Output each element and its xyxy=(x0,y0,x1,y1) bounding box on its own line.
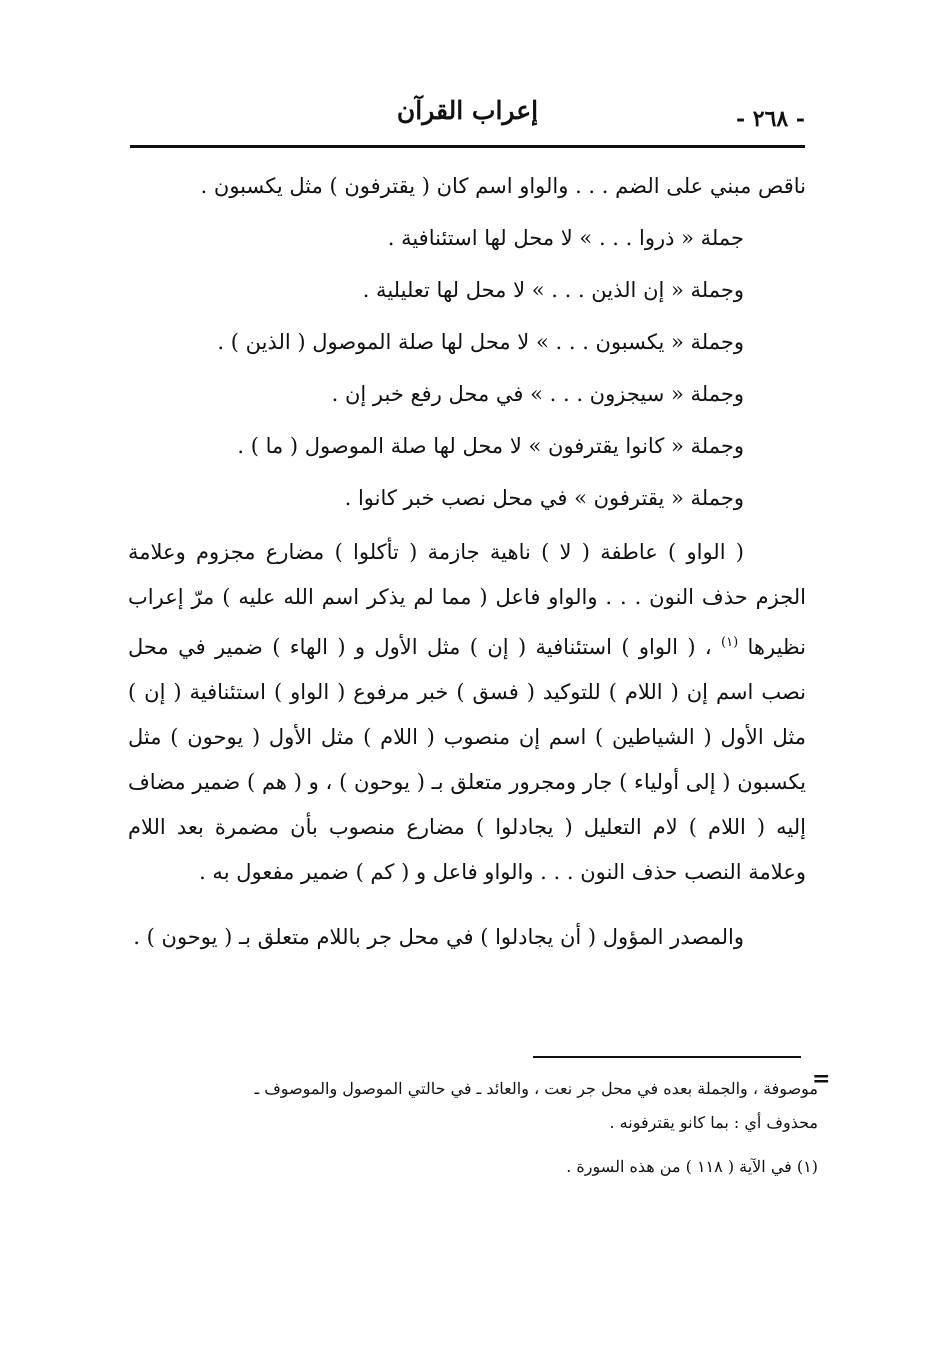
book-title: إعراب القرآن xyxy=(396,96,539,125)
text-line: وجملة « سيجزون . . . » في محل رفع خبر إن . xyxy=(331,382,744,406)
text-line: وجملة « يكسبون . . . » لا محل لها صلة الموصول ( الذين ) . xyxy=(217,330,744,354)
page-number: - ٢٦٨ - xyxy=(735,106,805,132)
main-text xyxy=(128,160,806,961)
footnote-rule xyxy=(533,1056,801,1058)
paragraph xyxy=(128,530,806,895)
paragraph-text: والمصدر المؤول ( أن يجادلوا ) في محل جر باللام متعلق بـ ( يوحون ) . xyxy=(133,925,744,949)
page-header xyxy=(130,96,805,136)
footnote-1: (١) في الآية ( ١١٨ ) من هذه السورة . xyxy=(566,1157,818,1176)
text-line: وجملة « كانوا يقترفون » لا محل لها صلة الموصول ( ما ) . xyxy=(237,434,744,458)
text-line: جملة « ذروا . . . » لا محل لها استئنافية . xyxy=(387,226,744,250)
text-line: وجملة « يقترفون » في محل نصب خبر كانوا . xyxy=(344,486,744,510)
footnotes xyxy=(128,1072,818,1184)
paragraph-text-after-ref: ، ( الواو ) استئنافية ( إن ) مثل الأول و ( الهاء ) ضمير في محل نصب اسم إن ( اللام ) للتوكيد ( فسق ) خبر مرفوع ( الواو ) استئنافية ( إن ) مثل الأول ( الشياطين ) اسم إن منصوب ( اللام ) مثل الأول ( يوحون ) مثل يكسبون ( إلى أولياء ) جار ومجرور متعلق بـ ( يوحون ) ، و ( هم ) ضمير مضاف إليه ( اللام ) لام التعليل ( يجادلوا ) مضارع منصوب بأن مضمرة بعد اللام وعلامة النصب حذف النون . . . والواو فاعل و ( كم ) ضمير مفعول به . xyxy=(128,635,806,884)
continuation-mark: = xyxy=(812,1066,831,1092)
header-rule xyxy=(130,145,805,148)
text-line: ناقص مبني على الضم . . . والواو اسم كان ( يقترفون ) مثل يكسبون . xyxy=(200,174,806,198)
paragraph-text xyxy=(128,530,806,895)
footnote-reference[interactable]: (١) xyxy=(721,635,739,650)
paragraph xyxy=(128,913,806,961)
footnote-line: موصوفة ، والجملة بعده في محل جر نعت ، والعائد ـ في حالتي الموصول والموصوف ـ xyxy=(254,1079,818,1098)
paragraph-text-before-ref: ( الواو ) عاطفة ( لا ) ناهية جازمة ( تأكلوا ) مضارع مجزوم وعلامة الجزم حذف النون . . . والواو فاعل ( مما لم يذكر اسم الله عليه ) مرّ إعراب نظيرها xyxy=(128,540,806,659)
footnote-line: محذوف أي : بما كانو يقترفونه . xyxy=(609,1113,818,1132)
text-line: وجملة « إن الذين . . . » لا محل لها تعليلية . xyxy=(362,278,744,302)
